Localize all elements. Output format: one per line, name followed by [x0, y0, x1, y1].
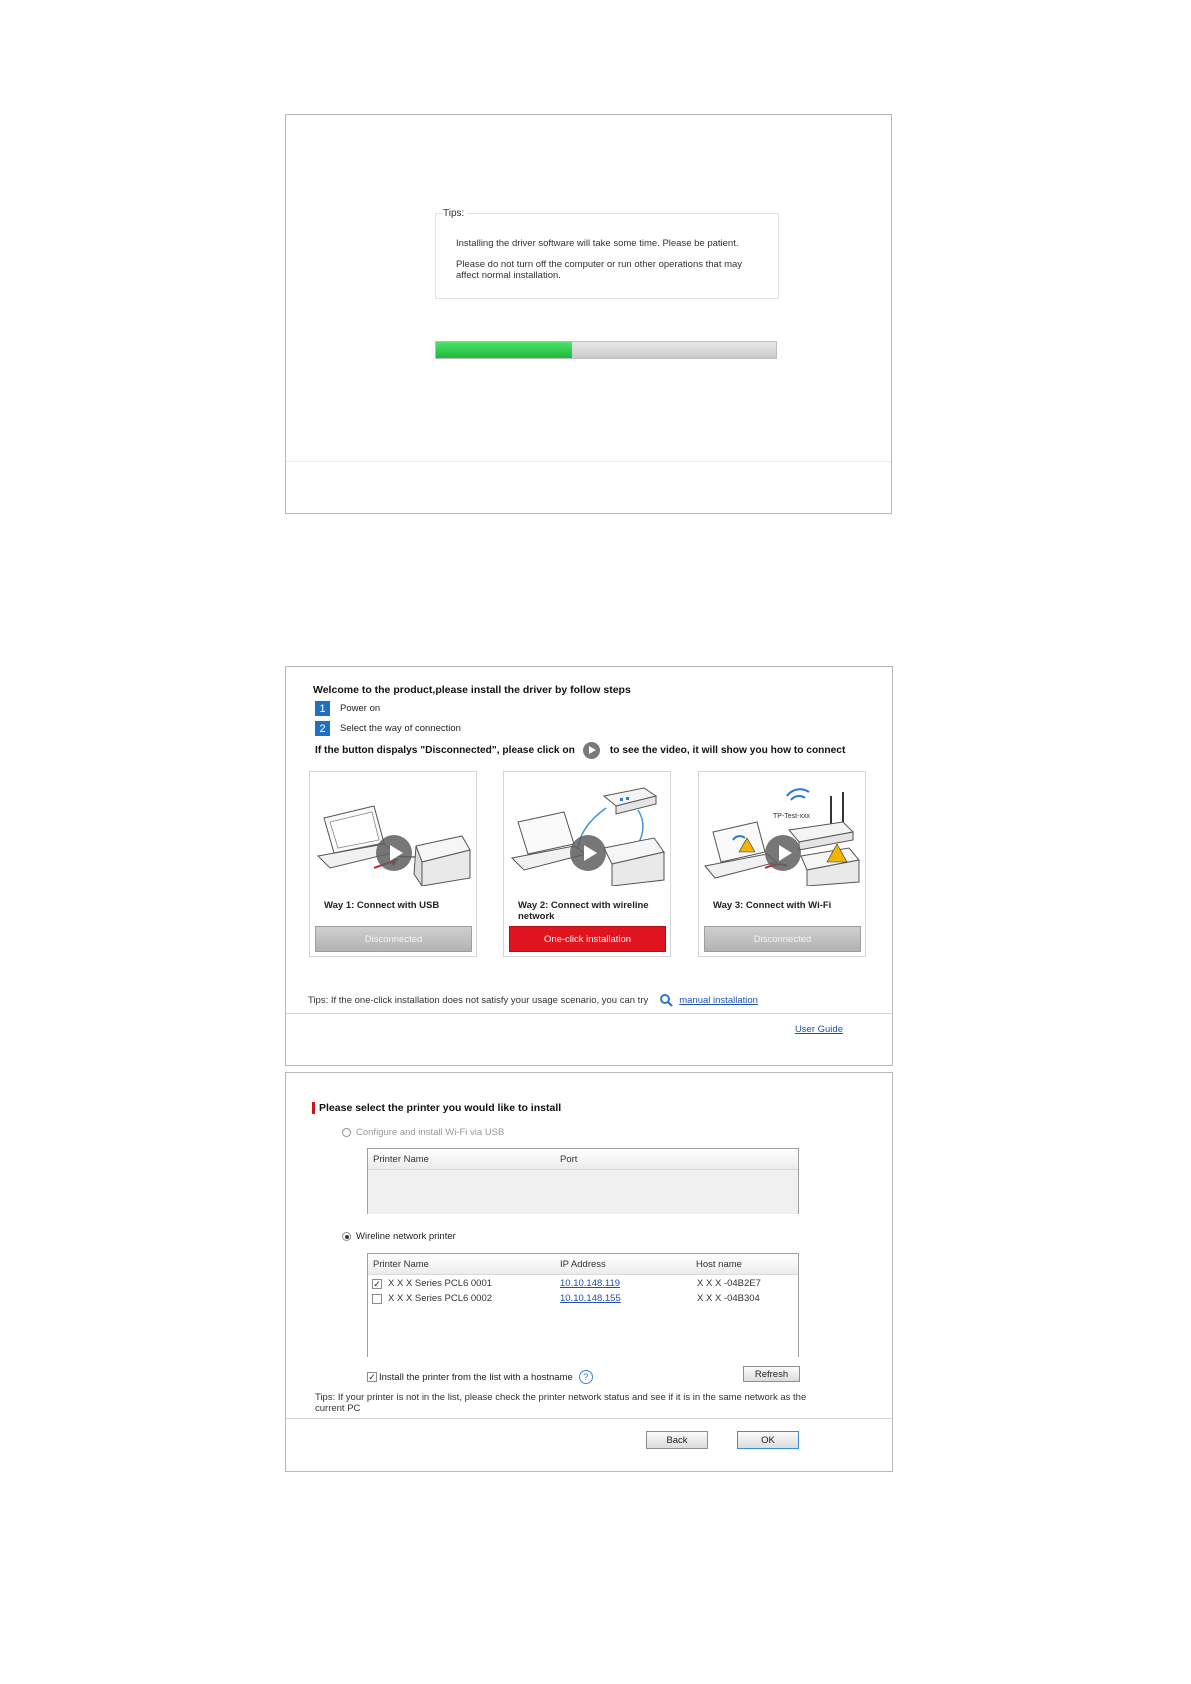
printer-host: X X X -04B304	[697, 1293, 760, 1304]
tips-box	[435, 208, 779, 299]
play-video-icon[interactable]	[570, 835, 606, 871]
usb-wifi-radio[interactable]	[342, 1128, 351, 1137]
welcome-title: Welcome to the product,please install the driver by follow steps	[313, 684, 631, 696]
printer-ip[interactable]: 10.10.148.119	[560, 1278, 621, 1289]
select-printer-heading	[312, 1102, 561, 1114]
wireline-option[interactable]	[342, 1231, 456, 1242]
wifi-status-button[interactable]: Disconnected	[704, 926, 861, 952]
step-label: Select the way of connection	[340, 723, 461, 734]
manual-install-tips	[308, 993, 758, 1007]
tips-label: Tips:	[443, 208, 467, 219]
heading-text: Please select the printer you would like to install	[319, 1102, 562, 1114]
install-progress-bar	[435, 341, 777, 359]
card-wifi	[698, 771, 866, 957]
col-printer-name: Printer Name	[373, 1259, 429, 1270]
step-select-connection	[315, 721, 461, 736]
network-printer-table	[367, 1253, 799, 1357]
footer-divider	[286, 461, 891, 462]
usb-wifi-option[interactable]	[342, 1127, 504, 1138]
tips-line-warning: Please do not turn off the computer or run other operations that may affect normal installation.	[456, 259, 743, 281]
wireline-radio[interactable]	[342, 1232, 351, 1241]
table-row[interactable]	[368, 1277, 798, 1291]
printer-host: X X X -04B2E7	[697, 1278, 761, 1289]
table-row[interactable]	[368, 1292, 798, 1306]
play-video-icon[interactable]	[376, 835, 412, 871]
connection-method-window	[285, 666, 893, 1066]
printer-name: X X X Series PCL6 0001	[388, 1278, 493, 1289]
table-header	[368, 1254, 798, 1275]
network-tips: Tips: If your printer is not in the list, please check the printer network status and see if it is in the same network as the current PC	[315, 1392, 807, 1414]
manual-installation-link[interactable]: manual installation	[679, 994, 758, 1006]
printer-ip[interactable]: 10.10.148.155	[560, 1293, 621, 1304]
user-guide-link[interactable]: User Guide	[794, 1024, 843, 1035]
router-ssid-label: TP-Test-xxx	[773, 813, 810, 820]
col-host-name: Host name	[696, 1259, 742, 1270]
back-button[interactable]: Back	[646, 1431, 708, 1449]
step-number-2: 2	[315, 721, 330, 736]
install-progress-fill	[436, 342, 572, 358]
heading-accent-bar	[312, 1102, 315, 1114]
printer-name: X X X Series PCL6 0002	[388, 1293, 493, 1304]
footer-divider	[286, 1418, 892, 1419]
card-title: Way 1: Connect with USB	[324, 900, 440, 911]
hostname-checkbox[interactable]: ✓	[368, 1372, 376, 1382]
install-progress-window	[285, 114, 892, 514]
hint-text-after: to see the video, it will show you how to connect	[609, 745, 846, 756]
table-body	[368, 1275, 798, 1357]
select-printer-window	[285, 1072, 893, 1472]
play-icon	[583, 742, 600, 759]
play-video-icon[interactable]	[765, 835, 801, 871]
refresh-button[interactable]: Refresh	[743, 1366, 800, 1382]
usb-status-button[interactable]: Disconnected	[315, 926, 472, 952]
card-wireline	[503, 771, 671, 957]
tips-text: Tips: If the one-click installation does not satisfy your usage scenario, you can try	[308, 994, 649, 1006]
hint-text-before: If the button dispalys "Disconnected", please click on	[315, 745, 575, 756]
col-printer-name: Printer Name	[373, 1154, 429, 1165]
tips-line-patience: Installing the driver software will take some time. Please be patient.	[456, 238, 739, 249]
table-header	[368, 1149, 798, 1170]
usb-wifi-label: Configure and install Wi-Fi via USB	[356, 1127, 505, 1138]
col-ip-address: IP Address	[560, 1259, 606, 1270]
video-hint	[315, 742, 845, 759]
card-title: Way 3: Connect with Wi-Fi	[713, 900, 832, 911]
ok-button[interactable]: OK	[737, 1431, 799, 1449]
hostname-option[interactable]	[367, 1370, 593, 1384]
step-label: Power on	[340, 703, 381, 714]
row-checkbox[interactable]	[372, 1294, 382, 1304]
usb-printer-table	[367, 1148, 799, 1214]
col-port: Port	[560, 1154, 578, 1165]
footer-divider	[286, 1013, 892, 1014]
card-usb	[309, 771, 477, 957]
help-icon[interactable]: ?	[579, 1370, 593, 1384]
hostname-label: Install the printer from the list with a hostname	[379, 1371, 573, 1383]
step-power-on	[315, 701, 380, 716]
row-checkbox[interactable]: ✓	[373, 1279, 381, 1289]
table-body	[368, 1170, 798, 1214]
magnifier-gear-icon	[659, 993, 673, 1007]
card-title: Way 2: Connect with wireline network	[518, 900, 649, 922]
step-number-1: 1	[315, 701, 330, 716]
one-click-install-button[interactable]: One-click installation	[509, 926, 666, 952]
wireline-label: Wireline network printer	[356, 1231, 456, 1242]
